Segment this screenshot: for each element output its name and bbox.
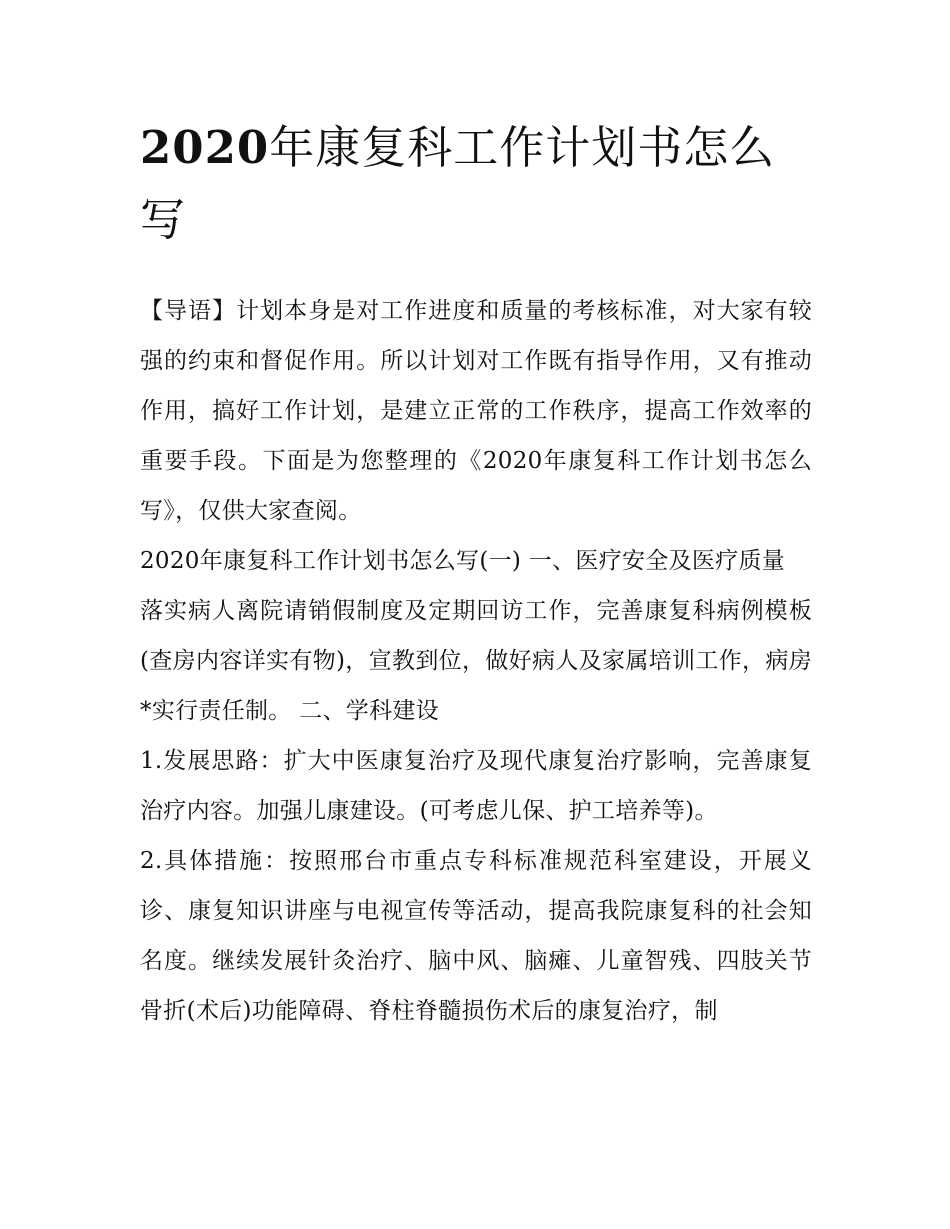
title-year: 2020 bbox=[140, 121, 270, 174]
title-text: 年康复科工作计划书怎么写 bbox=[140, 121, 776, 246]
document-title bbox=[140, 112, 812, 256]
development-idea-paragraph: 1.发展思路：扩大中医康复治疗及现代康复治疗影响，完善康复治疗内容。加强儿康建设。(可考虑儿保、护工培养等)。 bbox=[140, 748, 812, 824]
medical-safety-paragraph: 落实病人离院请销假制度及定期回访工作，完善康复科病例模板(查房内容详实有物)，宣教到位，做好病人及家属培训工作，病房*实行责任制。 二、学科建设 bbox=[140, 598, 812, 724]
intro-paragraph: 【导语】计划本身是对工作进度和质量的考核标准，对大家有较强的约束和督促作用。所以计划对工作既有指导作用，又有推动作用，搞好工作计划，是建立正常的工作秩序，提高工作效率的重要手段。下面是为您整理的《2020年康复科工作计划书怎么写》，仅供大家查阅。 bbox=[140, 298, 812, 524]
document-page bbox=[140, 112, 812, 1036]
section-heading-paragraph: 2020年康复科工作计划书怎么写(一) 一、医疗安全及医疗质量 bbox=[140, 548, 786, 574]
specific-measures-paragraph: 2.具体措施：按照邢台市重点专科标准规范科室建设，开展义诊、康复知识讲座与电视宣传等活动，提高我院康复科的社会知名度。继续发展针灸治疗、脑中风、脑瘫、儿童智残、四肢关节骨折(术后)功能障碍、脊柱脊髓损伤术后的康复治疗，制 bbox=[140, 848, 812, 1024]
document-body bbox=[140, 286, 812, 1036]
